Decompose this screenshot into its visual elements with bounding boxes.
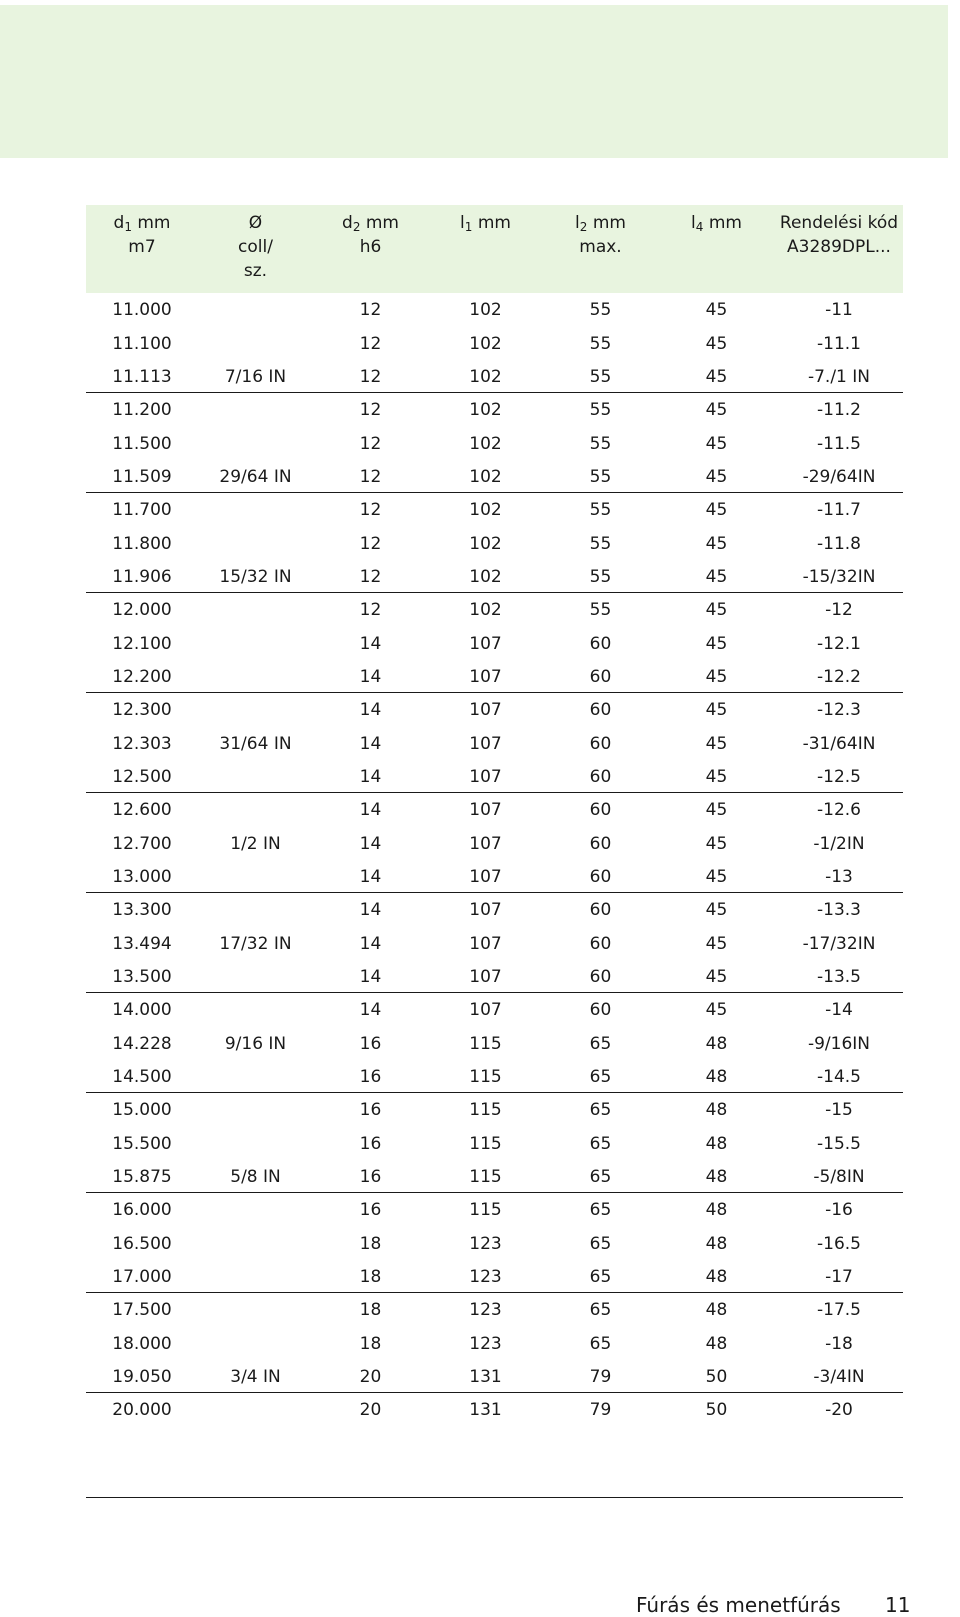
table-cell: 102 [469,400,502,420]
table-cell: -31/64IN [802,733,876,754]
table-cell: -13 [825,867,853,887]
table-cell: 48 [705,1133,728,1154]
table-cell: -11.8 [817,533,861,554]
table-cell: 45 [705,933,728,954]
table-cell: 123 [469,1267,502,1287]
table-cell: 107 [469,800,502,820]
table-header [86,205,903,293]
table-row [86,1327,903,1361]
table-cell: 48 [705,1033,728,1054]
table-cell: 65 [589,1300,612,1320]
table-cell: -15.5 [817,1133,861,1154]
table-cell: -3/4IN [813,1367,865,1387]
table-cell: 60 [589,1000,612,1020]
table-cell: 14.228 [112,1033,172,1054]
table-row [86,360,903,393]
table-cell: 45 [705,900,728,920]
table-cell: 55 [589,433,612,454]
table-cell: 55 [589,300,612,320]
table-cell: 11.113 [112,367,172,387]
table-cell: 45 [705,867,728,887]
table-cell: -12.3 [817,700,861,720]
table-cell: 60 [589,867,612,887]
table-row [86,760,903,793]
table-cell: 14.500 [112,1067,172,1087]
table-cell: 55 [589,367,612,387]
table-cell: 9/16 IN [224,1033,287,1054]
table-cell: 65 [589,1233,612,1254]
table-cell: 115 [469,1133,502,1154]
table-cell: 13.300 [112,900,172,920]
table-cell: 48 [705,1333,728,1354]
table-cell: 102 [469,433,502,454]
table-cell: 11.509 [112,467,172,487]
table-cell: 79 [589,1400,612,1420]
table-cell: 16.000 [112,1200,172,1220]
table-cell: 11.100 [112,333,172,354]
table-row [86,793,903,827]
table-cell: 45 [705,733,728,754]
table-cell: 16 [359,1200,382,1220]
table-row [86,627,903,661]
table-cell: 45 [705,800,728,820]
table-cell: 48 [705,1267,728,1287]
table-row [86,693,903,727]
table-row [86,860,903,893]
table-cell: 107 [469,1000,502,1020]
table-cell: -12.1 [817,633,861,654]
table-cell: 48 [705,1300,728,1320]
table-cell: -14.5 [817,1067,861,1087]
table-row [86,927,903,961]
table-cell: 12 [359,433,382,454]
table-cell: 12.300 [112,700,172,720]
table-cell: 45 [705,567,728,587]
table-cell: -15/32IN [802,567,876,587]
table-cell: 17.500 [112,1300,172,1320]
table-cell: 5/8 IN [230,1167,281,1187]
table-cell: 115 [469,1100,502,1120]
table-cell: 131 [469,1367,502,1387]
table-cell: -5/8IN [813,1167,865,1187]
table-cell: 102 [469,300,502,320]
table-cell: 31/64 IN [219,733,292,754]
table-cell: 18 [359,1333,382,1354]
header-d2-mm: $d_2$ mm h6 [342,213,399,257]
table-row [86,1293,903,1327]
bottom-divider [86,1497,903,1498]
table-cell: 16 [359,1133,382,1154]
table-row [86,527,903,561]
table-cell: 45 [705,400,728,420]
table-cell: 115 [469,1033,502,1054]
table-cell: 17/32 IN [219,933,292,954]
header-l4-mm: $l_4$ mm [691,213,742,234]
table-row [86,827,903,861]
table-row [86,1193,903,1227]
table-cell: 115 [469,1167,502,1187]
table-cell: 11.700 [112,500,172,520]
table-cell: 45 [705,333,728,354]
table-row [86,393,903,427]
table-row [86,593,903,627]
table-cell: 14 [359,833,382,854]
table-cell: 20 [359,1400,382,1420]
table-cell: 14 [359,633,382,654]
table-cell: 102 [469,567,502,587]
table-cell: 102 [469,500,502,520]
table-cell: -12.6 [817,800,861,820]
table-cell: -13.3 [817,900,861,920]
table-cell: 14 [359,1000,382,1020]
table-cell: 45 [705,433,728,454]
table-row [86,1360,903,1393]
table-cell: 65 [589,1100,612,1120]
table-cell: 11.200 [112,400,172,420]
table-cell: 48 [705,1100,728,1120]
table-cell: 12.500 [112,767,172,787]
table-cell: -11.2 [817,400,861,420]
table-cell: -12.5 [817,767,861,787]
table-cell: 18 [359,1267,382,1287]
table-cell: 107 [469,767,502,787]
table-cell: 115 [469,1200,502,1220]
table-cell: 16 [359,1033,382,1054]
table-cell: -12.2 [817,667,861,687]
table-cell: 29/64 IN [219,467,292,487]
table-cell: -12 [825,600,853,620]
table-cell: 50 [705,1367,728,1387]
table-cell: 16 [359,1100,382,1120]
table-row [86,1160,903,1193]
table-cell: 60 [589,967,612,987]
table-cell: 20 [359,1367,382,1387]
table-cell: 60 [589,767,612,787]
table-cell: 55 [589,567,612,587]
table-row [86,493,903,527]
table-cell: -7./1 IN [807,367,871,387]
table-row [86,1260,903,1293]
table-cell: 14 [359,667,382,687]
table-row [86,993,903,1027]
table-cell: 17.000 [112,1267,172,1287]
table-cell: -17.5 [817,1300,861,1320]
table-row [86,560,903,593]
table-cell: -11 [825,300,853,320]
table-cell: 12.100 [112,633,172,654]
table-cell: 45 [705,367,728,387]
table-cell: 12.700 [112,833,172,854]
table-cell: 16.500 [112,1233,172,1254]
table-cell: 55 [589,533,612,554]
table-cell: 60 [589,700,612,720]
table-cell: -11.1 [817,333,861,354]
table-cell: 13.000 [112,867,172,887]
table-cell: 107 [469,833,502,854]
table-cell: 18 [359,1233,382,1254]
table-row [86,1060,903,1093]
table-cell: 14 [359,967,382,987]
table-row [86,1227,903,1261]
table-cell: 18.000 [112,1333,172,1354]
table-cell: 123 [469,1233,502,1254]
table-row [86,1093,903,1127]
table-cell: 55 [589,467,612,487]
table-cell: 60 [589,733,612,754]
table-cell: 14 [359,867,382,887]
header-l1-mm: $l_1$ mm [460,213,511,234]
table-cell: 19.050 [112,1367,172,1387]
table-row [86,660,903,693]
table-cell: 107 [469,867,502,887]
table-row [86,427,903,461]
table-cell: -17/32IN [802,933,876,954]
table-cell: 107 [469,967,502,987]
table-row [86,327,903,361]
table-cell: 12 [359,333,382,354]
table-cell: 107 [469,733,502,754]
table-cell: 55 [589,400,612,420]
table-cell: 102 [469,467,502,487]
table-cell: 12 [359,300,382,320]
table-cell: 11.000 [112,300,172,320]
table-cell: 60 [589,800,612,820]
table-row [86,727,903,761]
table-cell: 13.500 [112,967,172,987]
table-cell: 16 [359,1067,382,1087]
table-cell: 107 [469,900,502,920]
table-cell: 14.000 [112,1000,172,1020]
table-cell: 48 [705,1067,728,1087]
table-cell: 65 [589,1033,612,1054]
table-row [86,960,903,993]
table-cell: 55 [589,600,612,620]
table-cell: 20.000 [112,1400,172,1420]
table-cell: 18 [359,1300,382,1320]
table-cell: 45 [705,600,728,620]
table-cell: 60 [589,667,612,687]
table-cell: 45 [705,767,728,787]
table-cell: 107 [469,700,502,720]
table-row [86,293,903,327]
table-cell: 12.000 [112,600,172,620]
table-body [86,293,903,1427]
page-number: 11 [885,1593,911,1617]
table-cell: 3/4 IN [230,1367,281,1387]
table-cell: -13.5 [817,967,861,987]
table-cell: 11.906 [112,567,172,587]
table-cell: 102 [469,367,502,387]
table-cell: 12 [359,500,382,520]
table-cell: 65 [589,1333,612,1354]
table-cell: 12 [359,367,382,387]
table-cell: -11.7 [817,500,861,520]
table-cell: 45 [705,1000,728,1020]
table-cell: 45 [705,633,728,654]
table-cell: 65 [589,1167,612,1187]
table-cell: 79 [589,1367,612,1387]
table-cell: 50 [705,1400,728,1420]
table-cell: 102 [469,600,502,620]
table-cell: -15 [825,1100,853,1120]
table-cell: 107 [469,633,502,654]
table-cell: -16.5 [817,1233,861,1254]
table-cell: 45 [705,500,728,520]
table-cell: 1/2 IN [230,833,281,854]
table-cell: -17 [825,1267,853,1287]
table-cell: 48 [705,1233,728,1254]
table-cell: 60 [589,633,612,654]
table-row [86,1127,903,1161]
table-cell: 45 [705,967,728,987]
table-cell: 12 [359,533,382,554]
table-cell: 12.600 [112,800,172,820]
table-cell: 55 [589,333,612,354]
table-cell: 16 [359,1167,382,1187]
header-diameter-inch: Ø coll/ sz. [238,213,273,281]
table-cell: 45 [705,300,728,320]
table-cell: 14 [359,733,382,754]
table-cell: 45 [705,833,728,854]
table-cell: 48 [705,1167,728,1187]
table-cell: 60 [589,833,612,854]
table-cell: 15.000 [112,1100,172,1120]
table-cell: 11.500 [112,433,172,454]
table-cell: 12.303 [112,733,172,754]
table-cell: 45 [705,467,728,487]
top-color-band [0,5,948,158]
header-order-code: Rendelési kód A3289DPL... [779,213,899,257]
table-row [86,1393,903,1427]
table-cell: 12.200 [112,667,172,687]
table-cell: 60 [589,900,612,920]
table-cell: 102 [469,333,502,354]
table-cell: 131 [469,1400,502,1420]
table-cell: 14 [359,800,382,820]
table-cell: 65 [589,1133,612,1154]
table-cell: 60 [589,933,612,954]
table-cell: 45 [705,700,728,720]
table-row [86,893,903,927]
table-cell: 65 [589,1267,612,1287]
table-cell: -1/2IN [813,833,865,854]
table-row [86,1027,903,1061]
table-cell: 12 [359,567,382,587]
table-cell: -14 [825,1000,853,1020]
table-row [86,460,903,493]
table-cell: 14 [359,767,382,787]
table-cell: 13.494 [112,933,172,954]
table-cell: -11.5 [817,433,861,454]
header-l2-mm: $l_2$ mm max. [575,213,626,257]
table-cell: 115 [469,1067,502,1087]
table-cell: 15.500 [112,1133,172,1154]
table-cell: 7/16 IN [224,367,287,387]
table-cell: 45 [705,533,728,554]
table-cell: 48 [705,1200,728,1220]
table-cell: 107 [469,667,502,687]
table-cell: 65 [589,1067,612,1087]
table-cell: 123 [469,1333,502,1354]
table-cell: 65 [589,1200,612,1220]
table-cell: 107 [469,933,502,954]
table-cell: 102 [469,533,502,554]
table-cell: 15.875 [112,1167,172,1187]
table-cell: -9/16IN [807,1033,871,1054]
table-cell: -16 [825,1200,853,1220]
table-cell: -20 [825,1400,853,1420]
table-cell: 55 [589,500,612,520]
table-cell: 14 [359,933,382,954]
table-cell: 45 [705,667,728,687]
table-cell: 11.800 [112,533,172,554]
table-cell: 14 [359,900,382,920]
header-d1-mm: $d_1$ mm m7 [113,213,171,257]
table-cell: 14 [359,700,382,720]
table-cell: -18 [825,1333,853,1354]
table-cell: -29/64IN [802,467,876,487]
table-cell: 123 [469,1300,502,1320]
table-cell: 15/32 IN [219,567,292,587]
table-cell: 12 [359,467,382,487]
footer-section-title: Fúrás és menetfúrás [636,1593,841,1617]
table-cell: 12 [359,600,382,620]
table-cell: 12 [359,400,382,420]
